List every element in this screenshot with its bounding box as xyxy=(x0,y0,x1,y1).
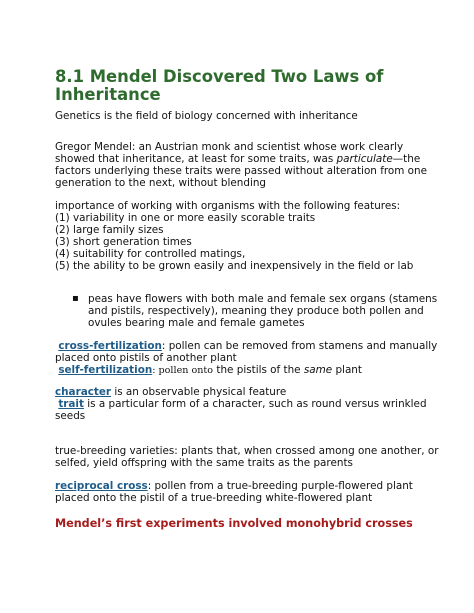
true-breeding-line-1: true-breeding varieties: plants that, when crossed among one another, or xyxy=(55,445,439,457)
mendel-line-4: generation to the next, without blending xyxy=(55,177,267,189)
peas-line-3: ovules bearing male and female gametes xyxy=(88,317,305,329)
feature-item: (3) short generation times xyxy=(55,236,192,248)
trait-line-1: trait is a particular form of a character, such as round versus wrinkled xyxy=(58,398,427,410)
peas-line-2: and pistils, respectively), meaning they produce both pollen and xyxy=(88,305,424,317)
mendel-line-2: showed that inheritance, at least for some traits, was particulate—the xyxy=(55,153,421,165)
cross-fertilization-line-2: placed onto pistils of another plant xyxy=(55,352,237,364)
self-fertilization-line: self-fertilization: pollen onto the pistils of the same plant xyxy=(58,364,362,376)
character-term: character xyxy=(55,386,112,398)
square-bullet-icon: ▪ xyxy=(72,293,79,304)
true-breeding-line-2: selfed, yield offspring with the same traits as the parents xyxy=(55,457,353,469)
section-heading: Mendel’s first experiments involved monohybrid crosses xyxy=(55,517,413,530)
cross-fertilization-term: cross-fertilization xyxy=(58,340,162,352)
cross-fertilization-line-1: cross-fertilization: pollen can be removed from stamens and manually xyxy=(58,340,438,352)
features-intro: importance of working with organisms with the following features: xyxy=(55,200,401,212)
feature-item: (5) the ability to be grown easily and inexpensively in the field or lab xyxy=(55,260,414,272)
intro-text: Genetics is the field of biology concerned with inheritance xyxy=(55,110,358,122)
feature-item: (2) large family sizes xyxy=(55,224,164,236)
reciprocal-cross-term: reciprocal cross xyxy=(55,480,148,492)
same-emphasis: same xyxy=(303,364,333,376)
title-line-1: 8.1 Mendel Discovered Two Laws of xyxy=(55,67,384,86)
feature-item: (1) variability in one or more easily scorable traits xyxy=(55,212,316,224)
character-line: character is an observable physical feature xyxy=(55,386,287,398)
reciprocal-cross-line-2: placed onto the pistil of a true-breeding white-flowered plant xyxy=(55,492,373,504)
feature-item: (4) suitability for controlled matings, xyxy=(55,248,246,260)
mendel-line-1: Gregor Mendel: an Austrian monk and scientist whose work clearly xyxy=(55,141,404,153)
peas-line-1: peas have flowers with both male and female sex organs (stamens xyxy=(88,293,438,305)
title-line-2: Inheritance xyxy=(55,85,161,104)
trait-term: trait xyxy=(58,398,84,410)
particulate-emphasis: particulate xyxy=(336,153,393,165)
trait-line-2: seeds xyxy=(55,410,86,422)
page-title xyxy=(55,68,383,104)
mendel-line-3: factors underlying these traits were passed without alteration from one xyxy=(55,165,428,177)
self-fertilization-term: self-fertilization xyxy=(58,364,153,376)
reciprocal-cross-line-1: reciprocal cross: pollen from a true-breeding purple-flowered plant xyxy=(55,480,413,492)
